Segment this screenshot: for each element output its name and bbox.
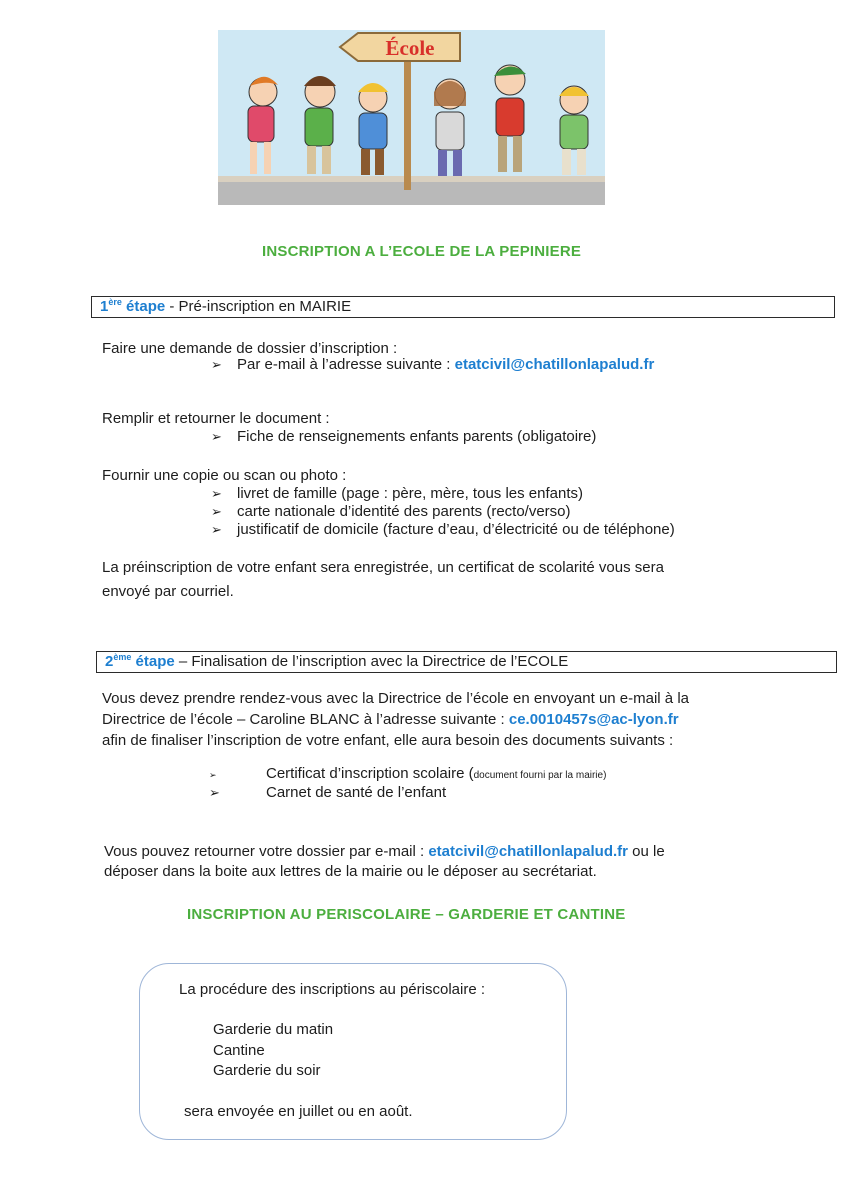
arrow-bullet-icon: ➢ (211, 357, 222, 372)
doc-item-label: carte nationale d’identité des parents (recto/verso) (237, 503, 571, 520)
school-banner-illustration (218, 30, 605, 205)
box-item: Garderie du soir (213, 1062, 321, 1079)
step1-word: étape (126, 298, 166, 315)
s2-list-item (209, 783, 446, 802)
s1-paragraph4-line2: envoyé par courriel. (102, 583, 234, 600)
arrow-bullet-icon: ➢ (209, 770, 217, 780)
doc-list-item (211, 484, 583, 503)
s2-return-end: ou le (628, 843, 665, 860)
return-email-link[interactable]: etatcivil@chatillonlapalud.fr (428, 843, 628, 860)
step2-word: étape (135, 653, 175, 670)
s2-line3: afin de finaliser l’inscription de votre enfant, elle aura besoin des documents suivants : (102, 732, 674, 749)
s2-list-item (209, 764, 606, 785)
step1-header (91, 296, 835, 318)
children-walking-illustration (218, 30, 605, 205)
s2-line2 (102, 710, 679, 729)
s2-line1: Vous devez prendre rendez-vous avec la Directrice de l’école en envoyant un e-mail à la (102, 690, 689, 707)
arrow-bullet-icon: ➢ (211, 429, 222, 444)
arrow-bullet-icon: ➢ (211, 486, 222, 501)
s1-paragraph2: Remplir et retourner le document : (102, 410, 330, 427)
step1-number: 1 (100, 298, 109, 315)
arrow-bullet-icon: ➢ (211, 504, 222, 519)
s1-paragraph1: Faire une demande de dossier d’inscription : (102, 340, 398, 357)
s2-item1-label: Certificat d’inscription scolaire ( (266, 765, 474, 782)
box-item: Cantine (213, 1042, 265, 1059)
s1-paragraph3: Fournir une copie ou scan ou photo : (102, 467, 347, 484)
form-item-label: Fiche de renseignements enfants parents (obligatoire) (237, 428, 597, 445)
doc-item-label: justificatif de domicile (facture d’eau, d’électricité ou de téléphone) (237, 521, 675, 538)
sign-text: École (385, 36, 435, 60)
step1-title: - Pré-inscription en MAIRIE (165, 298, 352, 315)
s1-form-item (211, 427, 596, 446)
doc-list-item (211, 502, 571, 521)
step2-superscript: ème (113, 652, 132, 662)
s2-item2-label: Carnet de santé de l’enfant (266, 784, 447, 801)
s1-paragraph4-line1: La préinscription de votre enfant sera enregistrée, un certificat de scolarité vous sera (102, 559, 664, 576)
s2-return-text: Vous pouvez retourner votre dossier par e-mail : (104, 843, 429, 860)
step2-title: – Finalisation de l’inscription avec la Directrice de l’ECOLE (174, 653, 569, 670)
step1-superscript: ère (108, 297, 122, 307)
doc-list-item (211, 520, 675, 539)
mairie-email-link[interactable]: etatcivil@chatillonlapalud.fr (454, 356, 655, 373)
step2-number: 2 (105, 653, 114, 670)
s2-line2-text: Directrice de l’école – Caroline BLANC à l’adresse suivante : (102, 711, 509, 728)
step2-header (96, 651, 837, 673)
box-item: Garderie du matin (213, 1021, 334, 1038)
s1-email-label: Par e-mail à l’adresse suivante : (237, 356, 455, 373)
arrow-bullet-icon: ➢ (211, 522, 222, 537)
s2-item1-note: document fourni par la mairie) (473, 770, 607, 781)
s2-return-line2: déposer dans la boite aux lettres de la mairie ou le déposer au secrétariat. (104, 863, 597, 880)
box-outro: sera envoyée en juillet ou en août. (184, 1103, 413, 1120)
box-intro: La procédure des inscriptions au périscolaire : (179, 981, 485, 998)
main-title: INSCRIPTION A L’ECOLE DE LA PEPINIERE (262, 243, 582, 260)
s2-return-line1 (104, 842, 665, 861)
arrow-bullet-icon: ➢ (209, 785, 220, 800)
directrice-email-link[interactable]: ce.0010457s@ac-lyon.fr (508, 711, 679, 728)
s1-email-line (211, 355, 654, 374)
doc-item-label: livret de famille (page : père, mère, tous les enfants) (237, 485, 583, 502)
periscolaire-title: INSCRIPTION AU PERISCOLAIRE – GARDERIE ET CANTINE (187, 906, 626, 923)
